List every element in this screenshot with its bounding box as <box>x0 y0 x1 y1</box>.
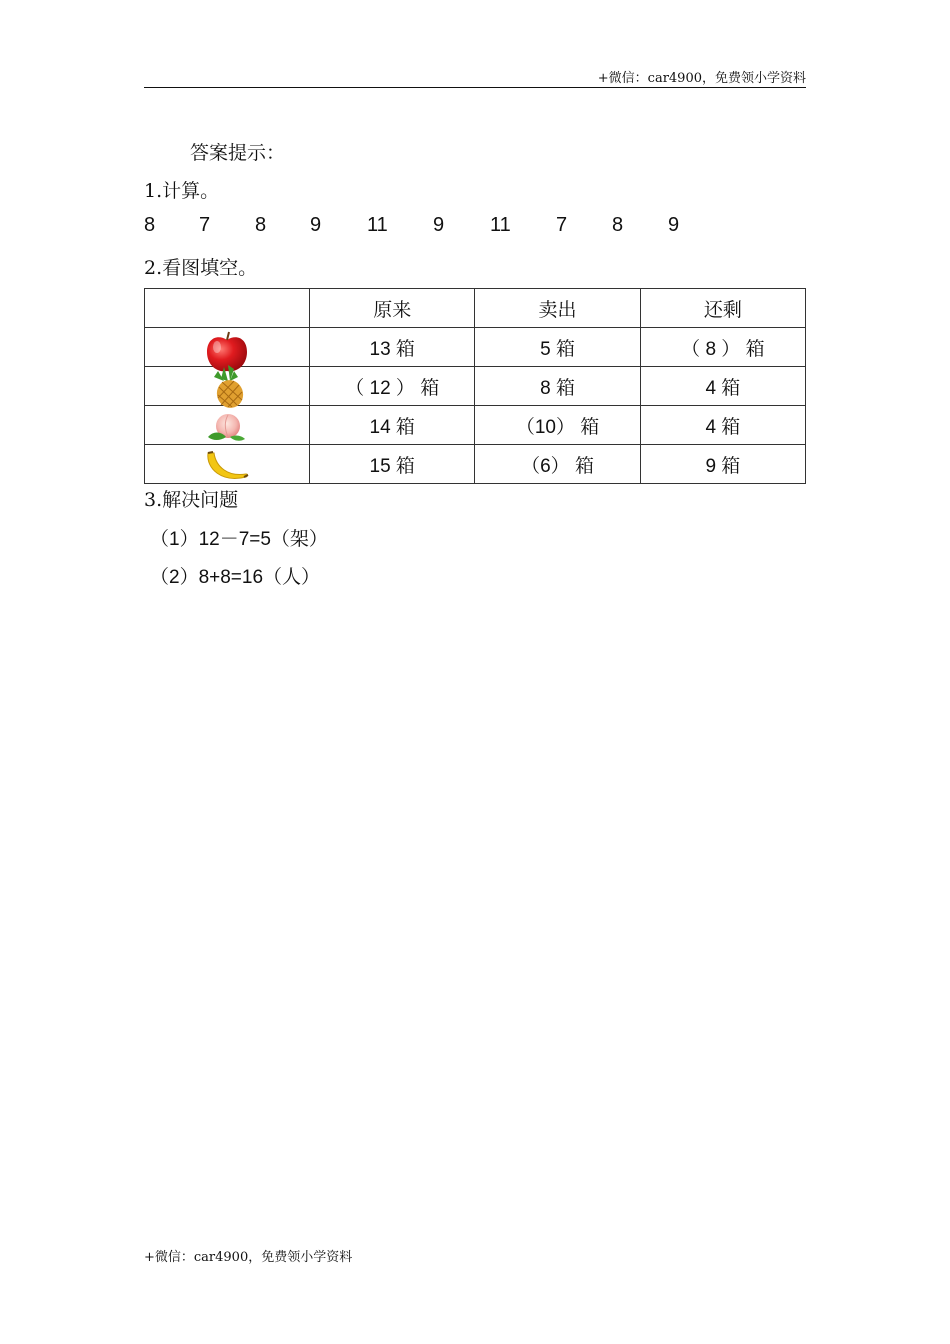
section1-heading: 1.计算。 <box>144 180 220 202</box>
left-count: （ 8 ） 箱 <box>640 328 805 367</box>
answer-1: 8 <box>144 214 156 236</box>
peach-icon <box>204 410 250 444</box>
answer-8: 7 <box>556 214 568 236</box>
fruit-cell <box>145 367 310 406</box>
answer-9: 8 <box>612 214 624 236</box>
section3-heading: 3.解决问题 <box>144 489 239 511</box>
section2-heading: 2.看图填空。 <box>144 257 258 279</box>
answer-7: 11 <box>490 214 511 236</box>
answer-10: 9 <box>668 214 680 236</box>
original-count: 14 箱 <box>310 406 475 445</box>
table-row <box>145 367 806 406</box>
header-left: 还剩 <box>640 289 805 328</box>
table-row <box>145 406 806 445</box>
original-count: （ 12 ） 箱 <box>310 367 475 406</box>
pineapple-icon <box>204 365 250 409</box>
header-sold: 卖出 <box>475 289 640 328</box>
left-count: 4 箱 <box>640 367 805 406</box>
fruit-cell <box>145 328 310 367</box>
answer-3: 8 <box>255 214 267 236</box>
banana-icon <box>204 449 250 485</box>
left-count: 9 箱 <box>640 445 805 484</box>
calc-answers <box>0 214 950 240</box>
answer-2: 7 <box>199 214 211 236</box>
sold-count: （10） 箱 <box>475 406 640 445</box>
problem-1-answer: （1）12－7=5（架） <box>150 529 328 550</box>
answer-4: 9 <box>310 214 322 236</box>
fruit-cell <box>145 445 310 484</box>
header-empty-cell <box>145 289 310 328</box>
footer-text: +微信：car4900，免费领小学资料 <box>144 1250 353 1265</box>
header-original: 原来 <box>310 289 475 328</box>
answer-5: 11 <box>367 214 388 236</box>
header-divider <box>144 87 806 88</box>
left-count: 4 箱 <box>640 406 805 445</box>
fruit-cell <box>145 406 310 445</box>
answer-6: 9 <box>433 214 445 236</box>
original-count: 13 箱 <box>310 328 475 367</box>
sold-count: 8 箱 <box>475 367 640 406</box>
table-header-row <box>145 289 806 328</box>
original-count: 15 箱 <box>310 445 475 484</box>
sold-count: 5 箱 <box>475 328 640 367</box>
table-row <box>145 328 806 367</box>
table-row <box>145 445 806 484</box>
fruit-table <box>144 288 806 484</box>
sold-count: （6） 箱 <box>475 445 640 484</box>
header-text: +微信：car4900，免费领小学资料 <box>597 71 806 86</box>
problem-2-answer: （2）8+8=16（人） <box>150 567 321 588</box>
page-title: 答案提示： <box>190 142 286 164</box>
